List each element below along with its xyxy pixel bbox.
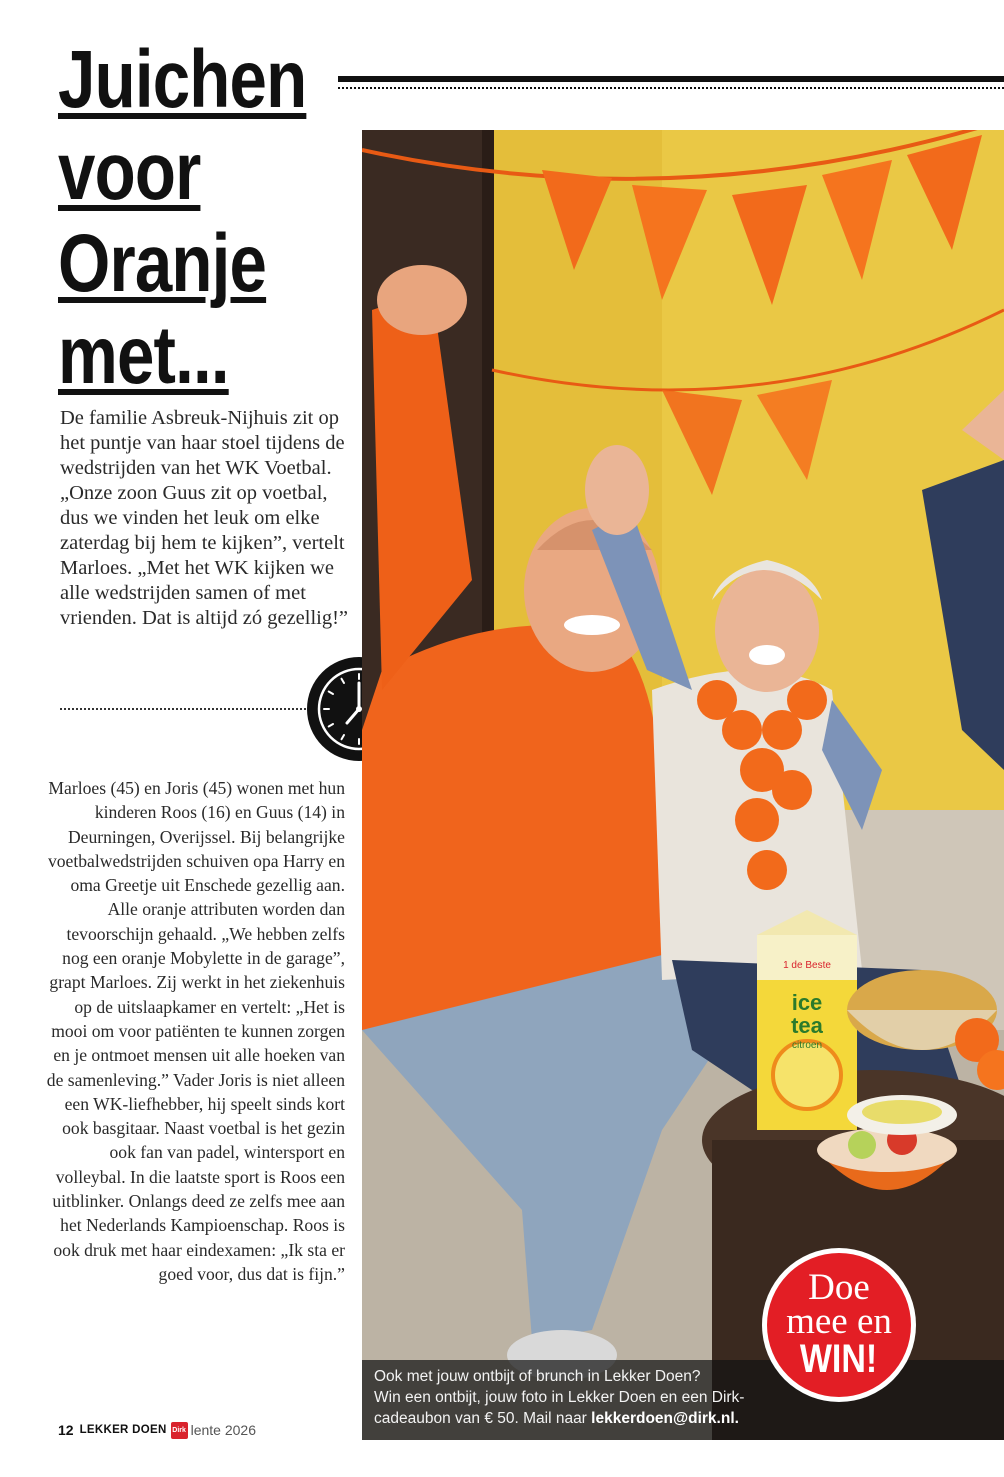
top-rule-dotted [338,87,1004,89]
dirk-logo-icon: Dirk [171,1422,188,1439]
win-badge [762,1248,916,1402]
headline-line-4: met... [58,310,229,401]
win-badge-circle [767,1253,911,1397]
caption-line-2: Win een ontbijt, jouw foto in Lekker Doen en een Dirk- [374,1389,745,1406]
magazine-name: LEKKER DOEN [79,1424,167,1436]
edition-label: lente 2026 [190,1422,256,1438]
intro-paragraph: De familie Asbreuk-Nijhuis zit op het puntje van haar stoel tijdens de wedstrijden van het WK Voetbal. „Onze zoon Guus zit op voetbal, dus we vinden het leuk om elke zaterdag bij hem te kijken”, vertelt Marloes. „Met het WK kijken we alle wedstrijden samen of met vrienden. Dat is altijd zó gezellig!” [60,407,349,629]
carton-flavor: citroen [791,1040,823,1051]
photo-caption [362,1360,1004,1440]
family-photo [362,130,1004,1440]
caption-line-3-text: cadeaubon van € 50. Mail naar [374,1410,587,1427]
carton-name-2: tea [791,1013,823,1038]
headline-line-2: voor [58,126,201,217]
dotted-separator [60,708,310,710]
caption-line-3 [374,1408,992,1429]
win-badge-line-3: WIN! [800,1337,878,1381]
headline-line-3: Oranje [58,218,267,309]
page-number: 12 [58,1422,74,1438]
contact-email-link[interactable]: lekkerdoen@dirk.nl. [591,1410,739,1427]
win-badge-line-1: Doe [808,1267,870,1308]
headline-line-1: Juichen [58,34,307,125]
win-badge-line-2: mee en [786,1301,892,1342]
carton-brand: 1 de Beste [783,960,831,971]
body-paragraph: Marloes (45) en Joris (45) wonen met hun kinderen Roos (16) en Guus (14) in Deurningen, Overijssel. Bij belangrijke voetbalwedstrijden schuiven opa Harry en oma Greetje uit Enschede gezellig aan. Alle oranje attributen worden dan tevoorschijn gehaald. „We hebben zelfs nog een oranje Mobylette in de garage”, grapt Marloes. Zij werkt in het ziekenhuis op de uitslaapkamer en vertelt: „Het is mooi om voor patiënten te kunnen zorgen en je ontmoet mensen uit alle hoeken van de samenleving.” Vader Joris is niet alleen een WK-liefhebber, hij speelt sinds kort ook basgitaar. Naast voetbal is het gezin ook fan van padel, wintersport en volleybal. In die laatste sport is Roos een uitblinker. Onlangs deed ze zelfs mee aan het Nederlands Kampioenschap. Roos is ook druk met haar eindexamen: „Ik sta er goed voor, dus dat is fijn.” [46,778,345,1284]
page-footer [58,1420,256,1440]
carton-name-1: ice [791,990,823,1015]
headline [58,34,307,402]
top-rule [338,76,1004,82]
caption-line-1: Ook met jouw ontbijt of brunch in Lekker Doen? [374,1368,701,1385]
